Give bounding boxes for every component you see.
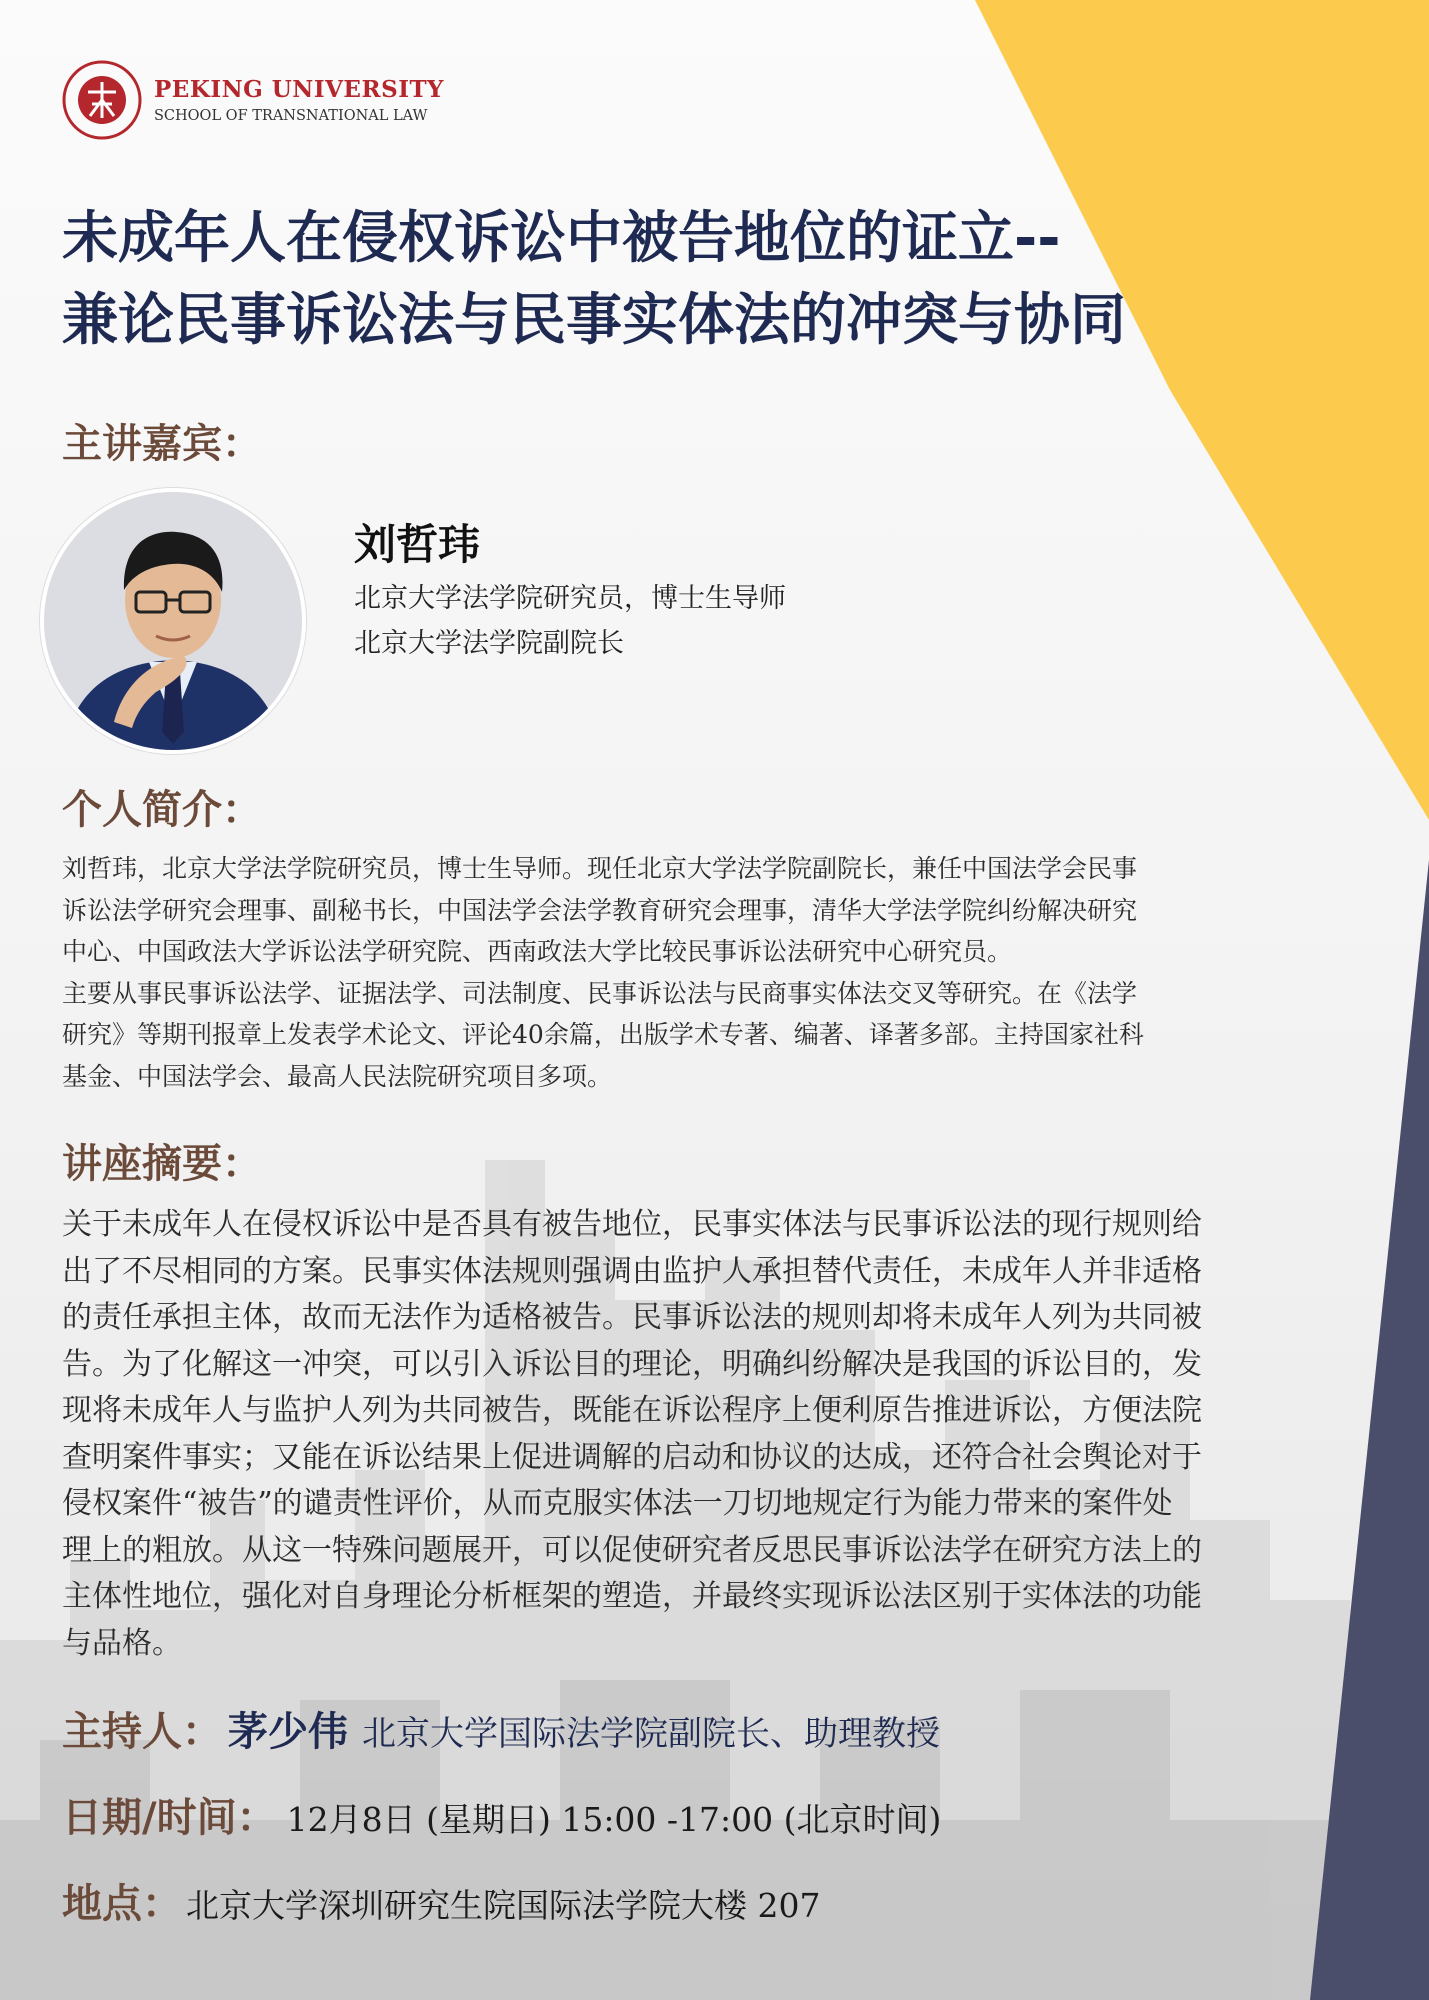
university-name: PEKING UNIVERSITY — [154, 76, 444, 103]
abstract-line: 关于未成年人在侵权诉讼中是否具有被告地位，民事实体法与民事诉讼法的现行规则给 — [62, 1207, 1202, 1242]
venue-label: 地点： — [62, 1881, 182, 1927]
bio-line: 研究》等期刊报章上发表学术论文、评论40余篇，出版学术专著、编著、译著多部。主持国家社科 — [62, 1020, 1144, 1049]
lecture-title-line-1: 未成年人在侵权诉讼中被告地位的证立-- — [62, 206, 1061, 271]
speaker-title-2: 北京大学法学院副院长 — [354, 628, 624, 659]
lecture-title — [62, 198, 1402, 362]
abstract-line: 主体性地位，强化对自身理论分析框架的塑造，并最终实现诉讼法区别于实体法的功能 — [62, 1579, 1202, 1614]
abstract-line: 出了不尽相同的方案。民事实体法规则强调由监护人承担替代责任，未成年人并非适格 — [62, 1253, 1202, 1289]
host-name: 茅少伟 — [228, 1709, 348, 1755]
datetime-value: 12月8日 (星期日) 15:00 -17:00 (北京时间) — [286, 1800, 942, 1839]
host-label: 主持人： — [62, 1709, 222, 1755]
host-row — [62, 1700, 940, 1757]
bio-line: 基金、中国法学会、最高人民法院研究项目多项。 — [62, 1061, 613, 1091]
abstract-line: 现将未成年人与监护人列为共同被告，既能在诉讼程序上便利原告推进诉讼，方便法院 — [62, 1393, 1202, 1428]
venue-value: 北京大学深圳研究生院国际法学院大楼 207 — [186, 1886, 821, 1925]
speaker-title-1: 北京大学法学院研究员，博士生导师 — [354, 583, 786, 614]
abstract-heading: 讲座摘要： — [62, 1141, 262, 1187]
speaker-photo — [44, 492, 302, 750]
bio-line: 刘哲玮，北京大学法学院研究员，博士生导师。现任北京大学法学院副院长，兼任中国法学会民事 — [62, 854, 1138, 883]
university-logo — [62, 60, 444, 142]
lecture-title-line-2: 兼论民事诉讼法与民事实体法的冲突与协同 — [62, 288, 1126, 353]
bio-heading: 个人简介： — [62, 787, 262, 833]
abstract-line: 查明案件事实；又能在诉讼结果上促进调解的启动和协议的达成，还符合社会舆论对于 — [62, 1439, 1202, 1475]
school-name: SCHOOL OF TRANSNATIONAL LAW — [154, 108, 428, 124]
bio-line: 诉讼法学研究会理事、副秘书长，中国法学会法学教育研究会理事，清华大学法学院纠纷解决研究 — [62, 895, 1138, 925]
abstract-line: 与品格。 — [62, 1625, 182, 1661]
bio-line: 主要从事民事诉讼法学、证据法学、司法制度、民事诉讼法与民商事实体法交叉等研究。在《法学 — [62, 978, 1138, 1008]
university-seal-icon — [62, 60, 142, 140]
venue-row — [62, 1872, 820, 1929]
speaker-heading: 主讲嘉宾： — [62, 421, 262, 467]
speaker-portrait-image — [44, 492, 302, 750]
speaker-name: 刘哲玮 — [354, 520, 481, 569]
bio-line: 中心、中国政法大学诉讼法学研究院、西南政法大学比较民事诉讼法研究中心研究员。 — [62, 937, 1013, 966]
datetime-row — [62, 1786, 941, 1843]
host-title: 北京大学国际法学院副院长、助理教授 — [362, 1714, 940, 1754]
bio-text — [62, 848, 1312, 1097]
abstract-text — [62, 1202, 1362, 1667]
datetime-label: 日期/时间： — [62, 1795, 277, 1841]
abstract-line: 告。为了化解这一冲突，可以引入诉讼目的理论，明确纠纷解决是我国的诉讼目的，发 — [62, 1346, 1202, 1382]
abstract-line: 理上的粗放。从这一特殊问题展开，可以促使研究者反思民事诉讼法学在研究方法上的 — [62, 1532, 1202, 1568]
abstract-line: 的责任承担主体，故而无法作为适格被告。民事诉讼法的规则却将未成年人列为共同被 — [62, 1300, 1202, 1335]
abstract-line: 侵权案件“被告”的谴责性评价，从而克服实体法一刀切地规定行为能力带来的案件处 — [62, 1486, 1173, 1521]
